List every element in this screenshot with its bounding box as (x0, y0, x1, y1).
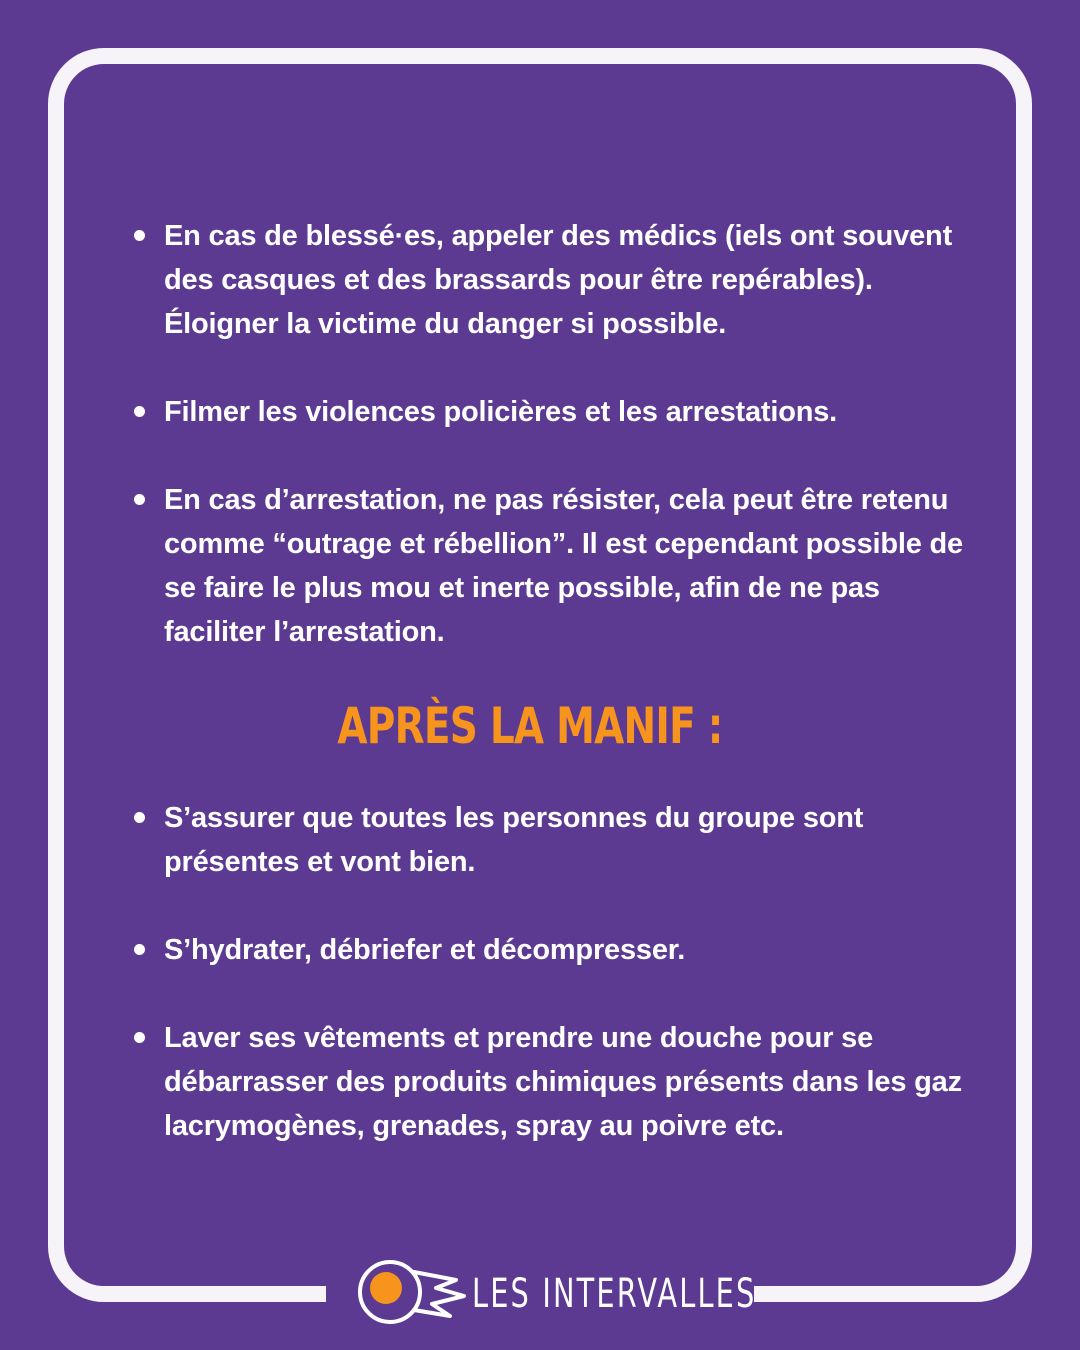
list-item-text: Filmer les violences policières et les arrestations. (164, 396, 838, 428)
main-content (130, 214, 980, 1148)
bullet-icon (134, 944, 145, 955)
list-item (130, 928, 980, 972)
during-demo-list (130, 214, 980, 654)
list-item (130, 390, 980, 434)
list-item-text: En cas d’arrestation, ne pas résister, cela peut être retenu comme “outrage et rébellion”. Il est cependant possible de se faire le plus mou et inerte possible, afin de ne pas faciliter l’arrestation. (164, 484, 963, 648)
bullet-icon (134, 230, 145, 241)
bullet-icon (134, 406, 145, 417)
list-item (130, 1016, 980, 1148)
list-item-text: En cas de blessé·es, appeler des médics (iels ont souvent des casques et des brassards pour être repérables). Éloigner la victime du danger si possible. (164, 220, 953, 340)
bullet-icon (134, 1032, 145, 1043)
brand-name: LES INTERVALLES (472, 1271, 757, 1317)
section-title: APRÈS LA MANIF : (337, 697, 723, 755)
brand-footer (356, 1258, 757, 1328)
list-item (130, 796, 980, 884)
list-item (130, 214, 980, 346)
bullet-icon (134, 494, 145, 505)
list-item-text: S’assurer que toutes les personnes du groupe sont présentes et vont bien. (164, 802, 864, 878)
after-demo-list (130, 796, 980, 1148)
list-item-text: Laver ses vêtements et prendre une douche pour se débarrasser des produits chimiques présents dans les gaz lacrymogènes, grenades, spray au poivre etc. (164, 1022, 962, 1142)
list-item-text: S’hydrater, débriefer et décompresser. (164, 934, 686, 966)
bullet-icon (134, 812, 145, 823)
list-item (130, 478, 980, 654)
comet-logo-icon (356, 1258, 466, 1328)
